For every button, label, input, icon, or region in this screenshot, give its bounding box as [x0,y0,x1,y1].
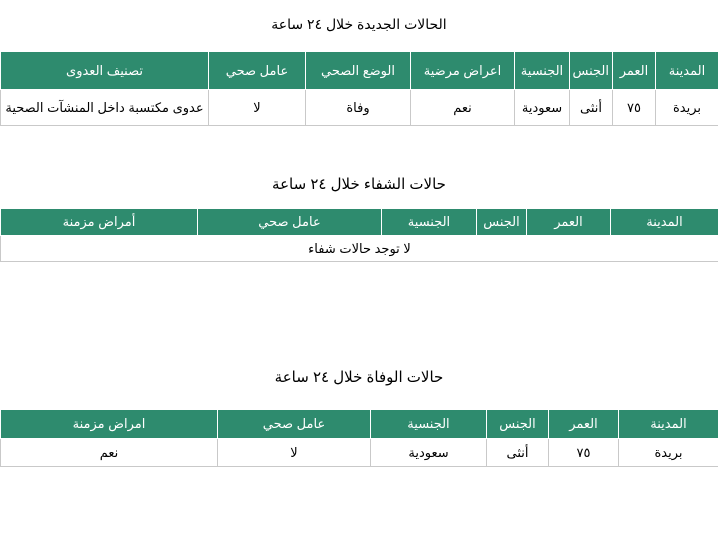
column-header-nationality: الجنسية [515,52,570,90]
death-cases-table [0,409,718,467]
table-row [1,90,718,126]
column-header-health-worker: عامل صحي [218,410,371,439]
table-header-row [1,410,718,439]
column-header-symptoms: اعراض مرضية [411,52,515,90]
column-header-nationality: الجنسية [371,410,487,439]
column-header-age: العمر [549,410,619,439]
column-header-health-worker: عامل صحي [209,52,306,90]
column-header-age: العمر [613,52,656,90]
recovered-cases-table [0,208,718,262]
column-header-gender: الجنس [487,410,549,439]
cell-nationality: سعودية [515,90,570,126]
column-header-gender: الجنس [477,209,527,236]
column-header-gender: الجنس [570,52,613,90]
column-header-city: المدينة [619,410,718,439]
new-cases-table [0,51,718,126]
cell-health-worker: لا [218,439,371,467]
table-row [1,439,718,467]
cell-infection-class: عدوى مكتسبة داخل المنشآت الصحية [1,90,209,126]
cell-health-status: وفاة [306,90,411,126]
cell-nationality: سعودية [371,439,487,467]
table-row [1,236,718,262]
new-cases-title: الحالات الجديدة خلال ٢٤ ساعة [271,16,447,32]
column-header-health-status: الوضع الصحي [306,52,411,90]
cell-chronic-diseases: نعم [1,439,218,467]
empty-message: لا توجد حالات شفاء [1,236,718,262]
cell-gender: أنثى [570,90,613,126]
column-header-chronic-diseases: امراض مزمنة [1,410,218,439]
column-header-city: المدينة [656,52,718,90]
table-header-row [1,52,718,90]
column-header-infection-class: تصنيف العدوى [1,52,209,90]
column-header-health-worker: عامل صحي [198,209,382,236]
recovered-cases-title: حالات الشفاء خلال ٢٤ ساعة [272,176,446,193]
table-header-row [1,209,718,236]
cell-city: بريدة [619,439,718,467]
cell-gender: أنثى [487,439,549,467]
cell-symptoms: نعم [411,90,515,126]
cell-city: بريدة [656,90,718,126]
column-header-chronic-diseases: أمراض مزمنة [1,209,198,236]
column-header-age: العمر [527,209,611,236]
column-header-city: المدينة [611,209,718,236]
cell-age: ٧٥ [549,439,619,467]
column-header-nationality: الجنسية [382,209,477,236]
death-cases-title: حالات الوفاة خلال ٢٤ ساعة [274,369,444,386]
cell-health-worker: لا [209,90,306,126]
cell-age: ٧٥ [613,90,656,126]
